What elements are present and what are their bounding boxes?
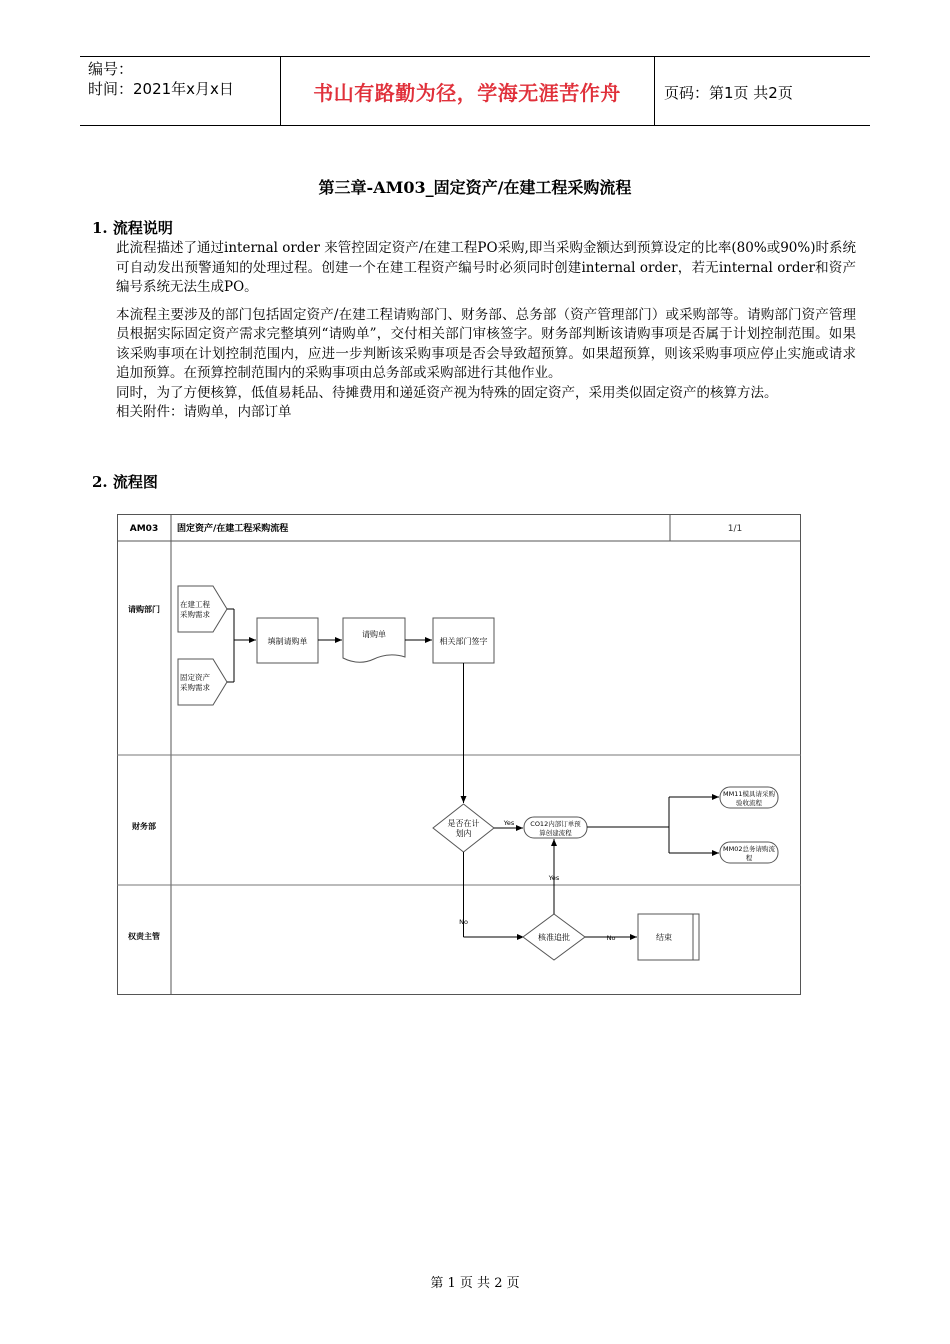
lane-label-authority: 权责主管 — [128, 932, 160, 941]
fa-demand-label: 固定资产 — [180, 673, 210, 682]
edge-label-no: No — [606, 934, 616, 942]
document-number-label: 编号： — [88, 60, 134, 78]
edge-label-yes: Yes — [548, 874, 560, 882]
section-2-title: 2. 流程图 — [92, 473, 158, 491]
section-1-title: 1. 流程说明 — [92, 219, 173, 237]
header-divider — [654, 57, 655, 125]
lane-label-requesting-dept: 请购部门 — [128, 605, 160, 614]
lane-label-finance: 财务部 — [132, 822, 156, 831]
cip-demand-label: 采购需求 — [180, 610, 210, 619]
section-1-body — [116, 239, 856, 423]
form-doc-label: 请购单 — [362, 630, 386, 639]
edge-label-yes: Yes — [503, 819, 515, 827]
page-header — [80, 56, 870, 126]
flowchart-page: 1/1 — [727, 524, 743, 534]
flowchart-code: AM03 — [129, 524, 159, 534]
header-meta — [88, 59, 234, 99]
paragraph: 本流程主要涉及的部门包括固定资产/在建工程请购部门、财务部、总务部（资产管理部门）或采购部等。请购部门资产管理员根据实际固定资产需求完整填列“请购单”，交付相关部门审核签字。财务部判断该请购事项是否属于计划控制范围。如果该采购事项在计划控制范围内，应进一步判断该采购事项是否会导致超预算。如果超预算，则该采购事项应停止实施或请求追加预算。在预算控制范围内的采购事项由总务部或采购部进行其他作业。 — [116, 306, 856, 381]
in-plan-label: 划内 — [455, 829, 472, 838]
flowchart-name: 固定资产/在建工程采购流程 — [177, 524, 289, 534]
header-motto: 书山有路勤为径，学海无涯苦作舟 — [313, 81, 621, 105]
fill-form-label: 填制请购单 — [267, 637, 308, 646]
document-date-label: 时间：2021年x月x日 — [88, 80, 234, 98]
co12-label: 算创建流程 — [539, 829, 572, 837]
page-footer: 第 1 页 共 2 页 — [430, 1276, 520, 1291]
end-label: 结束 — [656, 933, 672, 942]
approve-add-label: 核准追批 — [538, 933, 570, 942]
flowchart — [117, 514, 801, 995]
dept-sign-label: 相关部门签字 — [439, 637, 488, 646]
fa-demand-label: 采购需求 — [180, 683, 210, 692]
in-plan-label: 是否在计 — [447, 819, 480, 828]
document-title: 第三章-AM03_固定资产/在建工程采购流程 — [318, 178, 632, 197]
mm02-label: MM02总务请购流 — [723, 845, 775, 853]
paragraph: 此流程描述了通过internal order 来管控固定资产/在建工程PO采购,即当采购金额达到预算设定的比率(80%或90%)时系统可自动发出预警通知的处理过程。创建一个在建工程资产编号时必须同时创建internal order，若无internal order和资产编号系统无法生成PO。 — [116, 240, 856, 295]
paragraph: 同时，为了方便核算，低值易耗品、待摊费用和递延资产视为特殊的固定资产，采用类似固定资产的核算方法。 — [116, 384, 778, 401]
cip-demand-label: 在建工程 — [180, 600, 210, 609]
edge-label-no: No — [459, 918, 468, 926]
flowchart-canvas — [117, 514, 801, 995]
co12-label: CO12内部订单预 — [530, 820, 581, 828]
mm11-label: MM11模具请采购 — [723, 790, 775, 798]
mm11-label: 验收流程 — [736, 799, 762, 807]
header-page-label: 页码：第1页 共2页 — [664, 84, 793, 102]
mm02-label: 程 — [745, 854, 753, 862]
paragraph: 相关附件：请购单，内部订单 — [116, 404, 292, 420]
